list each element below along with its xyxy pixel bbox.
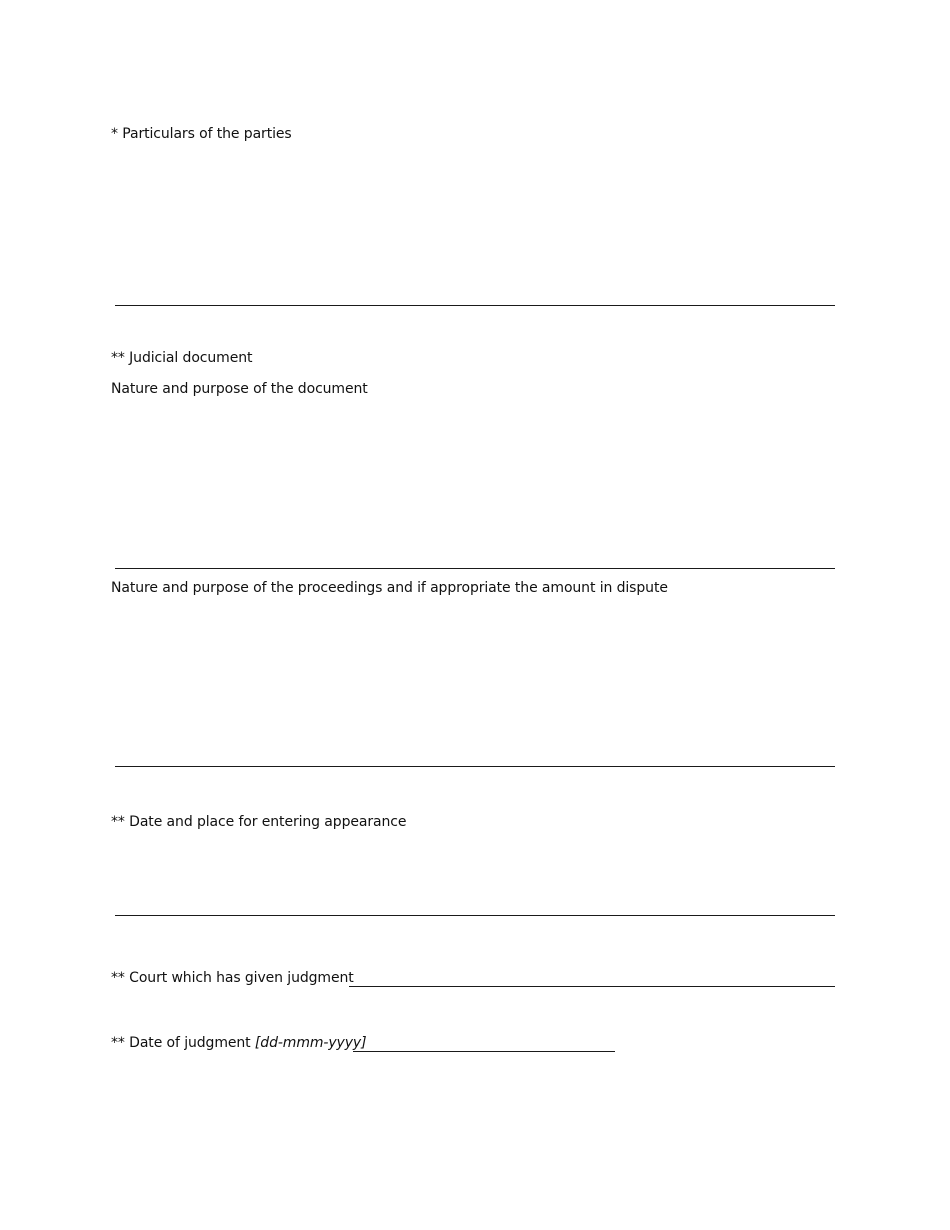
court-field[interactable] [349,986,835,987]
appearance-underline [115,915,835,916]
appearance-label: ** Date and place for entering appearance [111,814,407,830]
court-label: ** Court which has given judgment [111,970,354,986]
appearance-field[interactable] [111,836,835,908]
document-nature-purpose-label: Nature and purpose of the document [111,381,368,397]
parties-label: * Particulars of the parties [111,126,292,142]
parties-underline [115,305,835,306]
date-format-hint: [dd-mmm-yyyy] [254,1035,367,1051]
proceedings-field[interactable] [111,600,835,760]
parties-field[interactable] [111,148,835,298]
judicial-document-heading: ** Judicial document [111,350,253,366]
judgment-date-label: ** Date of judgment [111,1035,251,1051]
judgment-date-label-group [111,1034,366,1052]
proceedings-underline [115,766,835,767]
document-nature-purpose-underline [115,568,835,569]
document-nature-purpose-field[interactable] [111,402,835,562]
judgment-date-field[interactable] [353,1051,615,1052]
proceedings-label: Nature and purpose of the proceedings and if appropriate the amount in dispute [111,580,668,596]
